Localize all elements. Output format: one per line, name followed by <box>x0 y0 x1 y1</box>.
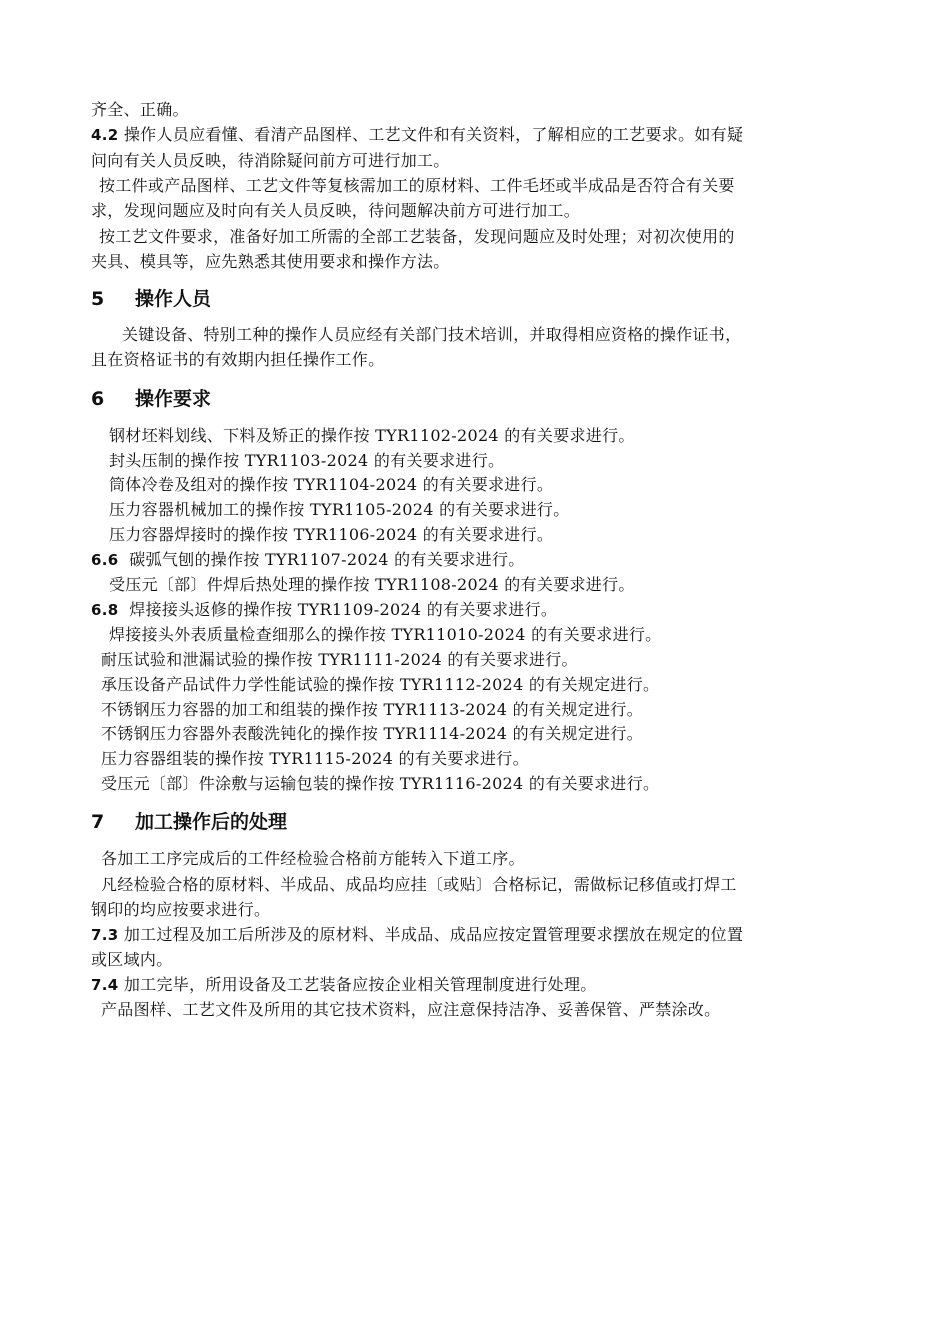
text-span: 操作人员应看懂、看清产品图样、工艺文件和有关资料，了解相应的工艺要求。如有疑 <box>118 125 744 144</box>
section-6-item-5: 压力容器焊接时的操作按 TYR1106-2024 的有关要求进行。 <box>109 525 554 544</box>
section-7-paragraph-1: 各加工工序完成后的工件经检验合格前方能转入下道工序。 <box>101 849 525 868</box>
text-line: 齐全、正确。 <box>91 100 189 119</box>
section-number: 7 <box>91 811 105 833</box>
section-7-paragraph-2-line2: 钢印的均应按要求进行。 <box>91 900 271 919</box>
paragraph-7-4 <box>91 975 597 995</box>
text-span: 碳弧气刨的操作按 TYR1107-2024 的有关要求进行。 <box>129 550 525 569</box>
section-6-item-2: 封头压制的操作按 TYR1103-2024 的有关要求进行。 <box>109 451 505 470</box>
clause-number: 7.4 <box>91 976 119 994</box>
section-6-item-8 <box>91 600 557 620</box>
section-6-item-4: 压力容器机械加工的操作按 TYR1105-2024 的有关要求进行。 <box>109 500 570 519</box>
section-6-item-12: 不锈钢压力容器的加工和组装的操作按 TYR1113-2024 的有关规定进行。 <box>101 700 643 719</box>
text-span: 加工完毕，所用设备及工艺装备应按企业相关管理制度进行处理。 <box>118 975 597 994</box>
section-title: 操作要求 <box>135 388 212 410</box>
section-6-item-11: 承压设备产品试件力学性能试验的操作按 TYR1112-2024 的有关规定进行。 <box>101 675 660 694</box>
text-span: 焊接接头返修的操作按 TYR1109-2024 的有关要求进行。 <box>129 600 558 619</box>
section-title: 操作人员 <box>135 288 212 310</box>
paragraph-4-3-line2: 求，发现问题应及时向有关人员反映，待问题解决前方可进行加工。 <box>91 201 581 220</box>
clause-number: 4.2 <box>91 126 119 144</box>
section-6-item-7: 受压元〔部〕件焊后热处理的操作按 TYR1108-2024 的有关要求进行。 <box>109 575 635 594</box>
section-6-item-1: 钢材坯料划线、下料及矫正的操作按 TYR1102-2024 的有关要求进行。 <box>109 426 635 445</box>
section-6-heading <box>91 387 211 411</box>
section-5-paragraph-line1: 关键设备、特别工种的操作人员应经有关部门技术培训，并取得相应资格的操作证书， <box>122 325 742 344</box>
section-6-item-10: 耐压试验和泄漏试验的操作按 TYR1111-2024 的有关要求进行。 <box>101 650 578 669</box>
paragraph-7-3-line2: 或区域内。 <box>91 950 173 969</box>
clause-number: 6.6 <box>91 551 119 569</box>
section-6-item-9: 焊接接头外表质量检查细那么的操作按 TYR11010-2024 的有关要求进行。 <box>109 625 662 644</box>
section-6-item-13: 不锈钢压力容器外表酸洗钝化的操作按 TYR1114-2024 的有关规定进行。 <box>101 724 643 743</box>
paragraph-4-2-line1 <box>91 125 743 145</box>
text-span: 加工过程及加工后所涉及的原材料、半成品、成品应按定置管理要求摆放在规定的位置 <box>118 925 744 944</box>
section-7-paragraph-5: 产品图样、工艺文件及所用的其它技术资料，应注意保持洁净、妥善保管、严禁涂改。 <box>101 1000 721 1019</box>
section-title: 加工操作后的处理 <box>135 811 288 833</box>
section-5-paragraph-line2: 且在资格证书的有效期内担任操作工作。 <box>91 350 385 369</box>
paragraph-4-4-line2: 夹具、模具等，应先熟悉其使用要求和操作方法。 <box>91 252 450 271</box>
section-5-heading <box>91 287 211 311</box>
section-6-item-15: 受压元〔部〕件涂敷与运输包装的操作按 TYR1116-2024 的有关要求进行。 <box>101 774 660 793</box>
paragraph-4-4-line1: 按工艺文件要求，准备好加工所需的全部工艺装备，发现问题应及时处理；对初次使用的 <box>99 227 735 246</box>
section-7-heading <box>91 810 287 834</box>
section-6-item-3: 筒体冷卷及组对的操作按 TYR1104-2024 的有关要求进行。 <box>109 475 554 494</box>
clause-number: 6.8 <box>91 601 119 619</box>
section-number: 5 <box>91 288 105 310</box>
paragraph-7-3-line1 <box>91 925 743 945</box>
section-6-item-14: 压力容器组装的操作按 TYR1115-2024 的有关要求进行。 <box>101 749 529 768</box>
section-6-item-6 <box>91 550 525 570</box>
paragraph-4-2-line2: 问向有关人员反映，待消除疑问前方可进行加工。 <box>91 151 450 170</box>
section-number: 6 <box>91 388 105 410</box>
section-7-paragraph-2-line1: 凡经检验合格的原材料、半成品、成品均应挂〔或贴〕合格标记，需做标记移值或打焊工 <box>101 875 737 894</box>
paragraph-4-3-line1: 按工件或产品图样、工艺文件等复核需加工的原材料、工件毛坯或半成品是否符合有关要 <box>99 176 735 195</box>
clause-number: 7.3 <box>91 926 119 944</box>
